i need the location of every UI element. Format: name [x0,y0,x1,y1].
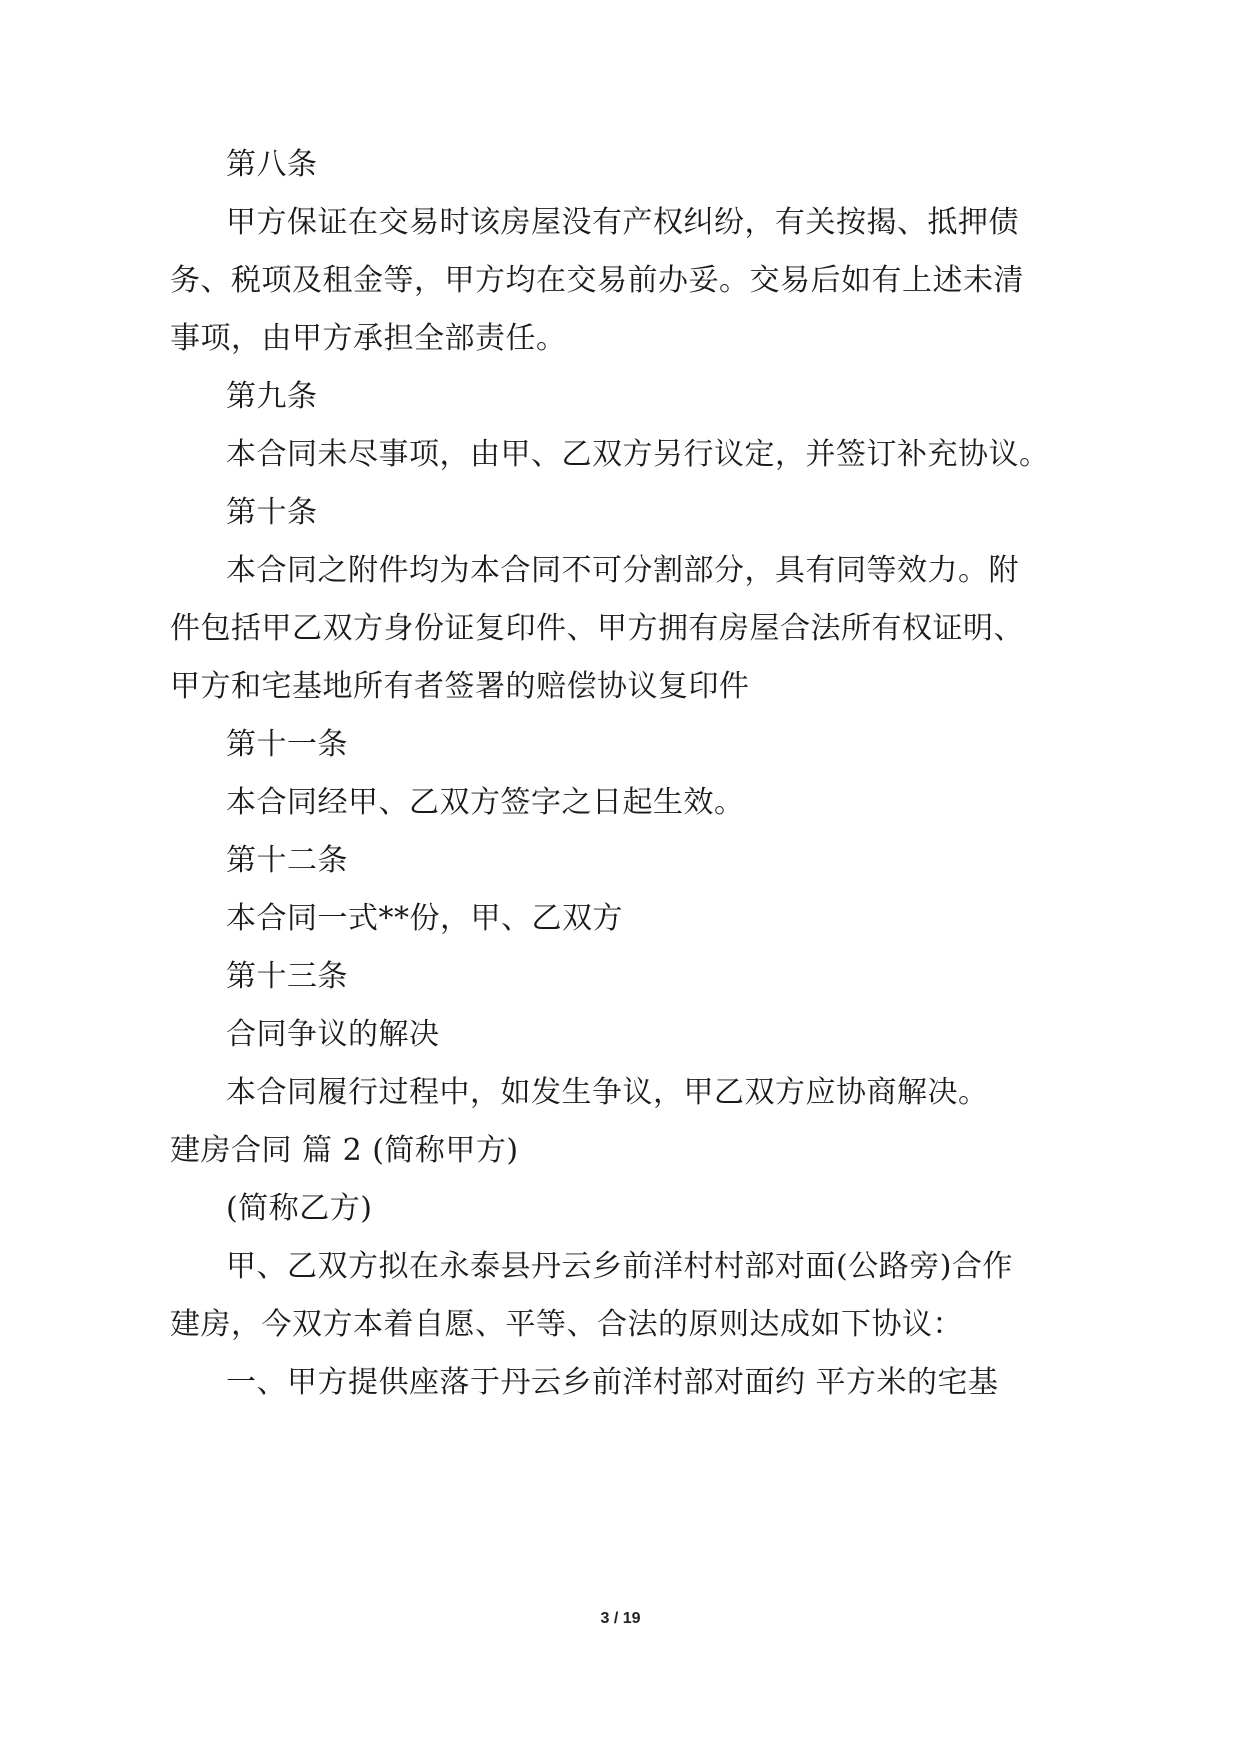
paragraph-line: 甲、乙双方拟在永泰县丹云乡前洋村村部对面(公路旁)合作 [226,1249,1013,1284]
article-heading: 第十一条 [226,727,348,762]
paragraph-line: 务、税项及租金等，甲方均在交易前办妥。交易后如有上述未清 [170,263,1024,298]
paragraph-line: 本合同之附件均为本合同不可分割部分，具有同等效力。附 [226,553,1019,588]
article-heading: 第十三条 [226,959,348,994]
section-title: 建房合同 篇 2 (简称甲方) [170,1133,519,1168]
paragraph-line: 合同争议的解决 [226,1017,440,1052]
paragraph-line: 甲方保证在交易时该房屋没有产权纠纷，有关按揭、抵押债 [226,205,1019,240]
article-heading: 第八条 [226,147,318,182]
paragraph-line: 本合同一式**份，甲、乙双方 [226,901,623,936]
page-number: 3 / 19 [600,1610,641,1627]
paragraph-line: 件包括甲乙双方身份证复印件、甲方拥有房屋合法所有权证明、 [170,611,1024,646]
article-heading: 第十条 [226,495,318,530]
paragraph-line: 一、甲方提供座落于丹云乡前洋村部对面约 平方米的宅基 [226,1365,999,1400]
paragraph-line: 本合同经甲、乙双方签字之日起生效。 [226,785,745,820]
paragraph-line: 本合同未尽事项，由甲、乙双方另行议定，并签订补充协议。 [226,437,1050,472]
paragraph-line: 甲方和宅基地所有者签署的赔偿协议复印件 [170,669,750,704]
paragraph-line: 本合同履行过程中，如发生争议，甲乙双方应协商解决。 [226,1075,989,1110]
article-heading: 第九条 [226,379,318,414]
article-heading: 第十二条 [226,843,348,878]
paragraph-line: 建房，今双方本着自愿、平等、合法的原则达成如下协议： [170,1307,963,1342]
paragraph-line: (简称乙方) [226,1191,373,1226]
paragraph-line: 事项，由甲方承担全部责任。 [170,321,567,356]
